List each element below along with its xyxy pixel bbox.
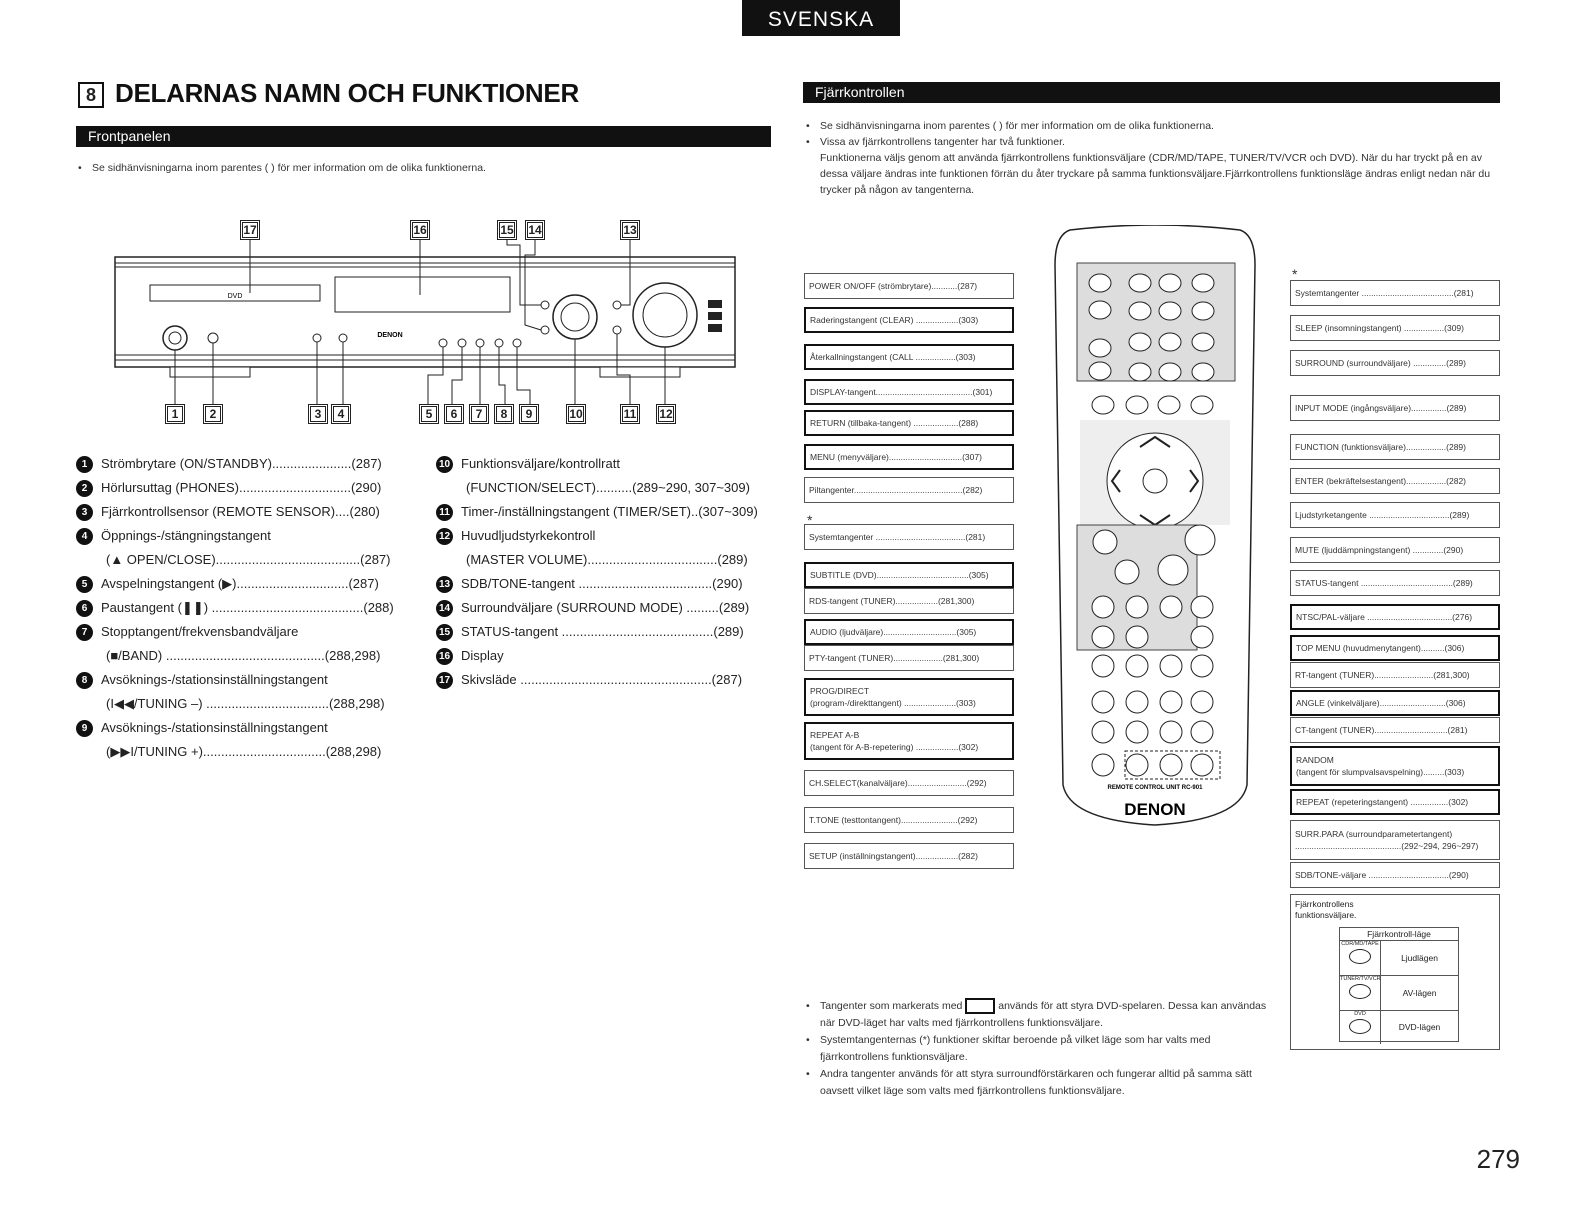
remote-diagram (1015, 225, 1290, 845)
dvd-marker-icon (965, 998, 995, 1014)
remote-label-left: Raderingstangent (CLEAR) ..................(303) (804, 307, 1014, 333)
device-brand: DENON (377, 332, 403, 339)
remote-label-right: Ljudstyrketangente ..................................(289) (1290, 502, 1500, 528)
remote-label-right: RT-tangent (TUNER).........................(281,300) (1290, 662, 1500, 688)
list-item: 15 STATUS-tangent ..........................................(289) (436, 621, 744, 643)
list-item: 16 Display (436, 645, 504, 667)
asterisk-left: * (807, 512, 813, 528)
list-item: 4 Öppnings-/stängningstangent (76, 525, 271, 547)
remote-label-right: TOP MENU (huvudmenytangent)..........(306) (1290, 635, 1500, 661)
remote-label-right: FUNCTION (funktionsväljare).................(289) (1290, 434, 1500, 460)
remote-label-right: SURR.PARA (surroundparametertangent) .............................................(292~294, 296~297) (1290, 820, 1500, 860)
remote-label-right: SLEEP (insomningstangent) .................(309) (1290, 315, 1500, 341)
remote-notes: • Se sidhänvisningarna inom parentes ( ) för mer information om de olika funktionerna. • Vissa av fjärrkontrollens tangenter har två funktioner. Funktionerna väljs genom att använda fjärrkontrollens funktionsväljare (CDR/MD/TAPE, TUNER/TV/VCR och DVD). När du har tryckt på en av dessa väljare ändras inte funktionen förrän du åter tryckare på samma funktionsväljare.Fjärrkontrollens funktionsläge ändras enligt nedan när du trycker på någon av tangenterna. (806, 120, 1491, 196)
remote-label-left: DISPLAY-tangent.........................................(301) (804, 379, 1014, 405)
callout-5: 5 (419, 404, 439, 424)
remote-label-right: REPEAT (repeteringstangent) ................(302) (1290, 789, 1500, 815)
remote-label-right: SURROUND (surroundväljare) ..............(289) (1290, 350, 1500, 376)
remote-label-left: RETURN (tillbaka-tangent) ...................(288) (804, 410, 1014, 436)
remote-label-left: Piltangenter..............................................(282) (804, 477, 1014, 503)
list-item-cont: (FUNCTION/SELECT)..........(289~290, 307~309) (466, 480, 750, 495)
callout-14: 14 (525, 220, 545, 240)
mode-selector-box (1290, 894, 1500, 1050)
mode-row: CDR/MD/TAPE Ljudlägen (1340, 941, 1458, 976)
list-item: 1 Strömbrytare (ON/STANDBY)......................(287) (76, 453, 382, 475)
list-item: 8 Avsöknings-/stationsinställningstangent (76, 669, 328, 691)
list-item-cont: (▶▶I/TUNING +)..................................(288,298) (106, 744, 382, 759)
callout-11: 11 (620, 404, 640, 424)
phones-jack (208, 333, 218, 343)
front-panel-diagram (100, 215, 760, 430)
mode-button-icon (1349, 984, 1371, 999)
list-item: 13 SDB/TONE-tangent .....................................(290) (436, 573, 743, 595)
remote-label-left: POWER ON/OFF (strömbrytare)...........(287) (804, 273, 1014, 299)
front-panel-heading: Frontpanelen (76, 126, 771, 147)
list-item: 14 Surroundväljare (SURROUND MODE) .........(289) (436, 597, 749, 619)
remote-label-right: MUTE (ljuddämpningstangent) .............(290) (1290, 537, 1500, 563)
remote-label-right: STATUS-tangent .......................................(289) (1290, 570, 1500, 596)
remote-heading: Fjärrkontrollen (803, 82, 1500, 103)
callout-15: 15 (497, 220, 517, 240)
list-item: 3 Fjärrkontrollsensor (REMOTE SENSOR)....(280) (76, 501, 380, 523)
remote-label-left: PTY-tangent (TUNER).....................(281,300) (804, 645, 1014, 671)
list-item-cont: (I◀◀/TUNING –) ..................................(288,298) (106, 696, 385, 711)
mode-button-icon (1349, 949, 1371, 964)
callout-9: 9 (519, 404, 539, 424)
list-item: 17 Skivsläde .....................................................(287) (436, 669, 742, 691)
remote-label-left: Systemtangenter ......................................(281) (804, 524, 1014, 550)
asterisk-right: * (1292, 266, 1298, 282)
remote-label-left: MENU (menyväljare)...............................(307) (804, 444, 1014, 470)
callout-3: 3 (308, 404, 328, 424)
callout-2: 2 (203, 404, 223, 424)
remote-model: REMOTE CONTROL UNIT RC-901 (1107, 785, 1203, 791)
callout-4: 4 (331, 404, 351, 424)
callout-8: 8 (494, 404, 514, 424)
remote-label-left: SUBTITLE (DVD).......................................(305) (804, 562, 1014, 588)
remote-label-left: AUDIO (ljudväljare)...............................(305) (804, 619, 1014, 645)
remote-label-right: INPUT MODE (ingångsväljare)...............(289) (1290, 395, 1500, 421)
callout-16: 16 (410, 220, 430, 240)
remote-label-right: ENTER (bekräftelsestangent).................(282) (1290, 468, 1500, 494)
remote-label-right: CT-tangent (TUNER)...............................(281) (1290, 717, 1500, 743)
list-item-cont: (▲ OPEN/CLOSE)........................................(287) (106, 552, 391, 567)
remote-bullets: • Tangenter som markerats med används för att styra DVD-spelaren. Dessa kan användas när DVD-läget har valts med fjärrkontrollens funktionsväljare. • Systemtangenternas (*) funktioner skiftar beroende på vilket läge som har valts med fjärrkontrollens funktionsväljare. • Andra tangenter används för att styra surroundförstärkaren och fungerar alltid på samma sätt oavsett vilket läge som valts med fjärrkontrollens funktionsväljare. (806, 1000, 1267, 1097)
remote-label-right: ANGLE (vinkelväljare)............................(306) (1290, 690, 1500, 716)
list-item-cont: (■/BAND) ............................................(288,298) (106, 648, 381, 663)
list-item: 11 Timer-/inställningstangent (TIMER/SET)..(307~309) (436, 501, 758, 523)
callout-6: 6 (444, 404, 464, 424)
list-item: 6 Paustangent (❚❚) ..........................................(288) (76, 597, 394, 619)
mode-table-grid (1339, 927, 1459, 1042)
callout-1: 1 (165, 404, 185, 424)
callout-17: 17 (240, 220, 260, 240)
remote-label-left: RDS-tangent (TUNER)..................(281,300) (804, 588, 1014, 614)
list-item: 10 Funktionsväljare/kontrollratt (436, 453, 620, 475)
mode-button-icon (1349, 1019, 1371, 1034)
remote-label-left: REPEAT A-B (tangent för A-B-repetering) ..................(302) (804, 722, 1014, 760)
remote-label-right: NTSC/PAL-väljare ....................................(276) (1290, 604, 1500, 630)
language-tab: SVENSKA (742, 0, 900, 36)
remote-brand: DENON (1124, 800, 1186, 819)
remote-label-right: SDB/TONE-väljare ..................................(290) (1290, 862, 1500, 888)
remote-label-right: Systemtangenter .......................................(281) (1290, 280, 1500, 306)
mode-row: DVD DVD-lägen (1340, 1011, 1458, 1044)
remote-label-left: SETUP (inställningstangent)..................(282) (804, 843, 1014, 869)
mode-row: TUNER/TV/VCR AV-lägen (1340, 976, 1458, 1011)
list-item: 2 Hörlursuttag (PHONES)...............................(290) (76, 477, 381, 499)
list-item: 9 Avsöknings-/stationsinställningstangent (76, 717, 328, 739)
list-item: 7 Stopptangent/frekvensbandväljare (76, 621, 298, 643)
callout-10: 10 (566, 404, 586, 424)
front-panel-note: • Se sidhänvisningarna inom parentes ( ) för mer information om de olika funktionerna. (78, 162, 486, 174)
section-number: 8 (78, 82, 104, 108)
remote-label-left: Återkallningstangent (CALL .................(303) (804, 344, 1014, 370)
remote-label-left: T.TONE (testtontangent)........................(292) (804, 807, 1014, 833)
list-item: 12 Huvudljudstyrkekontroll (436, 525, 595, 547)
callout-12: 12 (656, 404, 676, 424)
remote-label-left: PROG/DIRECT (program-/direkttangent) ......................(303) (804, 678, 1014, 716)
mode-table-header: Fjärrkontroll-läge (1340, 928, 1458, 941)
remote-label-right: RANDOM (tangent för slumpvalsavspelning).........(303) (1290, 746, 1500, 786)
page-number: 279 (1476, 1144, 1520, 1174)
list-item-cont: (MASTER VOLUME)....................................(289) (466, 552, 748, 567)
callout-7: 7 (469, 404, 489, 424)
callout-13: 13 (620, 220, 640, 240)
remote-label-left: CH.SELECT(kanalväljare).........................(292) (804, 770, 1014, 796)
mode-caption: Fjärrkontrollens funktionsväljare. (1295, 899, 1357, 920)
list-item: 5 Avspelningstangent (▶)...............................(287) (76, 573, 379, 595)
section-title: DELARNAS NAMN OCH FUNKTIONER (115, 78, 579, 108)
dvd-logo: DVD (227, 293, 243, 300)
